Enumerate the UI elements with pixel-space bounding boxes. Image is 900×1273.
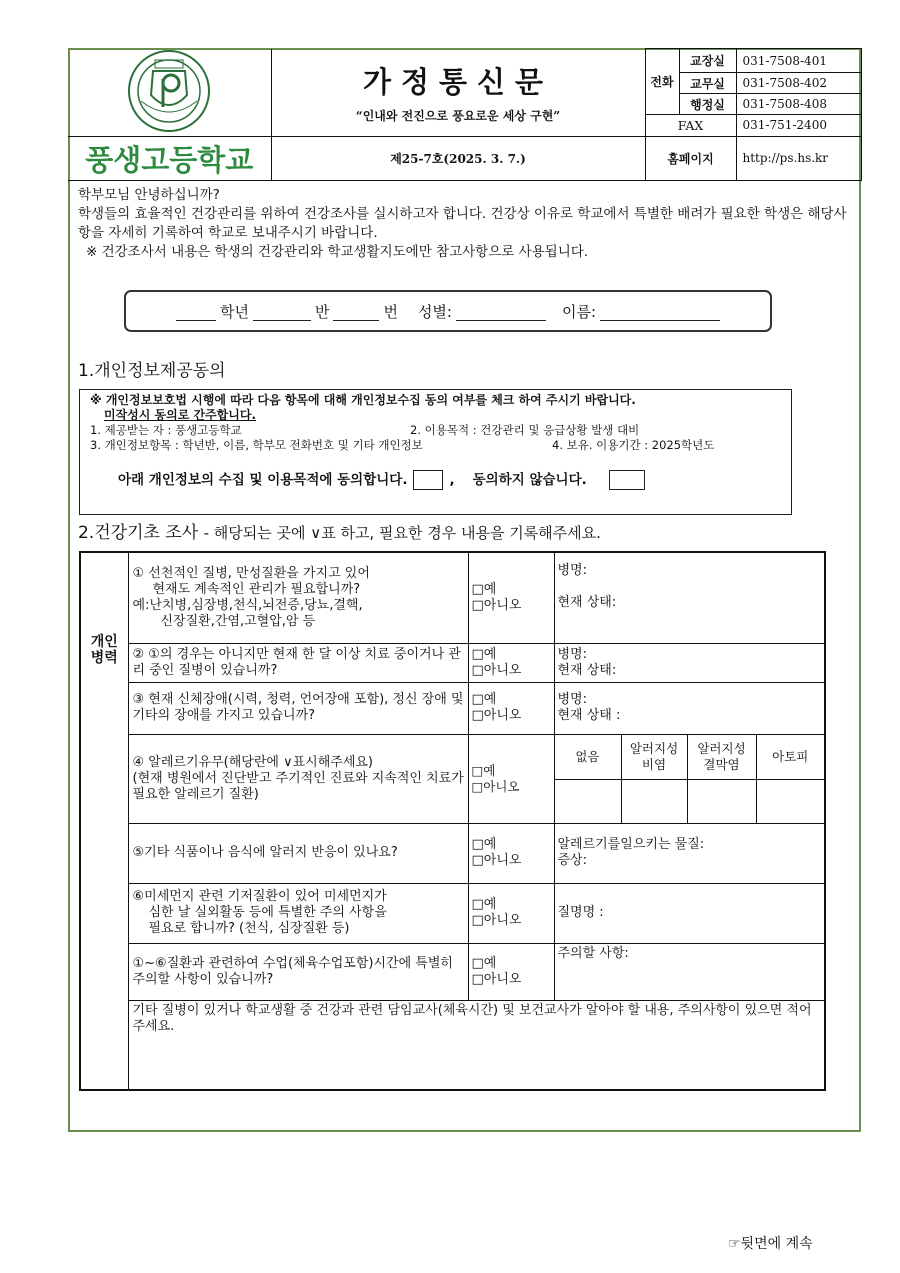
yes-checkbox[interactable]: □예 bbox=[471, 837, 497, 853]
table-row bbox=[80, 734, 825, 780]
consent-notice-default: 미작성시 동의로 간주합니다. bbox=[104, 408, 257, 422]
agree-label: 아래 개인정보의 수집 및 이용목적에 동의합니다. bbox=[118, 471, 408, 488]
question-5: ⑤기타 식품이나 음식에 알러지 반응이 있나요? bbox=[128, 823, 468, 883]
agree-checkbox[interactable] bbox=[413, 470, 443, 490]
school-motto: “인내와 전진으로 풍요로운 세상 구현” bbox=[355, 109, 561, 123]
greeting-line: 학부모님 안녕하십니까? bbox=[78, 187, 220, 203]
school-logo-cell bbox=[68, 49, 271, 137]
allergy-conjunctivitis-cell[interactable] bbox=[687, 780, 756, 823]
category-label bbox=[80, 552, 128, 1090]
consent-box bbox=[79, 389, 792, 515]
fax-label: FAX bbox=[645, 115, 736, 136]
consent-item: 4. 보유. 이용기간 : 2025학년도 bbox=[552, 438, 715, 452]
table-row bbox=[80, 552, 825, 643]
disease-label: 병명: bbox=[557, 692, 587, 708]
allergen-label: 알레르기를일으키는 물질: bbox=[557, 837, 705, 853]
table-row bbox=[80, 1001, 825, 1090]
allergy-atopy-header: 아토피 bbox=[756, 734, 825, 780]
allergy-rhinitis-cell[interactable] bbox=[621, 780, 687, 823]
consent-item: 1. 제공받는 자 : 풍생고등학교 bbox=[90, 423, 242, 437]
yes-no-options[interactable] bbox=[468, 883, 554, 943]
question-text: 필요로 합니까? (천식, 심장질환 등) bbox=[148, 921, 350, 937]
fax-number: 031-751-2400 bbox=[736, 115, 861, 136]
no-checkbox[interactable]: □아니오 bbox=[471, 972, 522, 987]
category-text: 개인병력 bbox=[90, 634, 118, 666]
disagree-label: 동의하지 않습니다. bbox=[472, 471, 587, 488]
no-checkbox[interactable]: □아니오 bbox=[471, 662, 522, 678]
answer-cell[interactable] bbox=[554, 682, 825, 734]
class-label: 반 bbox=[314, 302, 330, 321]
phone-label: 전화 bbox=[645, 49, 679, 115]
yes-checkbox[interactable]: □예 bbox=[471, 897, 497, 913]
answer-cell[interactable] bbox=[554, 883, 825, 943]
question-4 bbox=[128, 734, 468, 823]
disagree-checkbox[interactable] bbox=[609, 470, 645, 490]
consent-notice: ※ 개인정보보호법 시행에 따라 다음 항목에 대해 개인정보수집 동의 여부를 체크 하여 주시기 바랍니다. bbox=[90, 393, 636, 407]
school-emblem-icon bbox=[127, 49, 211, 133]
consent-item: 3. 개인정보항목 : 학년반, 이름, 학부모 전화번호 및 기타 개인정보 bbox=[90, 438, 423, 452]
homepage-url[interactable]: http://ps.hs.kr bbox=[736, 136, 861, 180]
question-text: 신장질환,간염,고혈압,암 등 bbox=[160, 613, 316, 629]
contact-label: 교무실 bbox=[679, 73, 736, 94]
no-checkbox[interactable]: □아니오 bbox=[471, 853, 522, 869]
status-label: 현재 상태 : bbox=[557, 708, 621, 724]
no-checkbox[interactable]: □아니오 bbox=[471, 778, 520, 794]
yes-no-options[interactable] bbox=[468, 734, 554, 823]
yes-checkbox[interactable]: □예 bbox=[471, 692, 497, 708]
answer-cell[interactable] bbox=[554, 823, 825, 883]
greeting-note: ※ 건강조사서 내용은 학생의 건강관리와 학교생활지도에만 참고사항으로 사용됩니다. bbox=[86, 244, 589, 260]
consent-item: 2. 이용목적 : 건강관리 및 응급상황 발생 대비 bbox=[410, 423, 640, 437]
homepage-label: 홈페이지 bbox=[645, 136, 736, 180]
caution-label: 주의할 사항: bbox=[557, 945, 629, 961]
table-row bbox=[80, 823, 825, 883]
class-blank[interactable] bbox=[253, 302, 311, 321]
allergy-atopy-cell[interactable] bbox=[756, 780, 825, 823]
disease-label: 병명: bbox=[557, 563, 587, 578]
answer-cell[interactable] bbox=[554, 643, 825, 682]
symptom-label: 증상: bbox=[557, 853, 587, 869]
question-6 bbox=[128, 883, 468, 943]
gender-blank[interactable] bbox=[456, 302, 546, 321]
school-name: 풍생고등학교 bbox=[85, 142, 254, 177]
yes-no-options[interactable] bbox=[468, 682, 554, 734]
section2-subtitle: - 해당되는 곳에 ∨표 하고, 필요한 경우 내용을 기록해주세요. bbox=[203, 524, 601, 542]
section2-title: 2.건강기초 조사 bbox=[78, 523, 199, 543]
question-text: 심한 날 실외활동 등에 특별한 주의 사항을 bbox=[148, 905, 387, 921]
name-label: 이름: bbox=[561, 302, 597, 321]
continue-note: ☞뒷면에 계속 bbox=[728, 1236, 813, 1252]
allergy-conjunctivitis-header: 알러지성 결막염 bbox=[687, 734, 756, 780]
student-info-box bbox=[124, 290, 772, 332]
letter-header bbox=[68, 48, 862, 181]
section2-header bbox=[78, 518, 601, 543]
yes-checkbox[interactable]: □예 bbox=[471, 762, 496, 778]
issue-number: 제25-7호(2025. 3. 7.) bbox=[271, 136, 645, 180]
title-cell bbox=[271, 49, 645, 137]
table-row bbox=[80, 943, 825, 1001]
status-label: 현재 상태: bbox=[557, 595, 617, 610]
question-text: 현재도 계속적인 관리가 필요합니까? bbox=[152, 581, 361, 597]
number-label: 번 bbox=[383, 302, 398, 321]
yes-checkbox[interactable]: □예 bbox=[471, 646, 497, 662]
yes-no-options[interactable] bbox=[468, 823, 554, 883]
yes-no-options[interactable] bbox=[468, 943, 554, 1001]
yes-checkbox[interactable]: □예 bbox=[471, 956, 497, 971]
no-checkbox[interactable]: □아니오 bbox=[471, 913, 522, 929]
question-text: 예:난치병,심장병,천식,뇌전증,당뇨,결핵, bbox=[132, 597, 363, 613]
question-text: ① 선천적인 질병, 만성질환을 가지고 있어 bbox=[132, 565, 370, 581]
table-row bbox=[80, 682, 825, 734]
other-notes-prompt: 기타 질병이 있거나 학교생활 중 건강과 관련 담임교사(체육시간) 및 보건교사가 알아야 할 내용, 주의사항이 있으면 적어주세요. bbox=[132, 1003, 812, 1035]
question-text: (현재 병원에서 진단받고 주기적인 진료와 지속적인 치료가 필요한 알레르기 질환) bbox=[132, 770, 464, 802]
question-text: ⑥미세먼지 관련 기저질환이 있어 미세먼지가 bbox=[132, 889, 387, 905]
consent-separator: , bbox=[449, 471, 455, 488]
other-notes-cell[interactable] bbox=[128, 1001, 825, 1090]
allergy-none-header: 없음 bbox=[554, 734, 621, 780]
answer-cell[interactable] bbox=[554, 552, 825, 643]
allergy-none-cell[interactable] bbox=[554, 780, 621, 823]
yes-checkbox[interactable]: □예 bbox=[471, 581, 497, 597]
answer-cell[interactable] bbox=[554, 943, 825, 1001]
question-2: ② ①의 경우는 아니지만 현재 한 달 이상 치료 중이거나 관리 중인 질병이 있습니까? bbox=[128, 643, 468, 682]
letter-title: 가정통신문 bbox=[362, 65, 554, 99]
grade-blank[interactable] bbox=[176, 302, 216, 321]
disease-name-label: 질명명 : bbox=[557, 905, 604, 921]
greeting-body: 학생들의 효율적인 건강관리를 위하여 건강조사를 실시하고자 합니다. 건강상 이유로 학교에서 특별한 배려가 필요한 학생은 해당사항을 자세히 기록하여 학교로 보내주시기 바랍니다. bbox=[78, 206, 847, 241]
number-blank[interactable] bbox=[333, 302, 379, 321]
grade-label: 학년 bbox=[219, 302, 249, 321]
status-label: 현재 상태: bbox=[557, 662, 617, 678]
contact-number: 031-7508-402 bbox=[736, 73, 861, 94]
school-name-cell bbox=[68, 136, 271, 180]
contact-number: 031-7508-408 bbox=[736, 94, 861, 115]
question-3: ③ 현재 신체장애(시력, 청력, 언어장애 포함), 정신 장애 및 기타의 장애를 가지고 있습니까? bbox=[128, 682, 468, 734]
question-1 bbox=[128, 552, 468, 643]
health-survey-table bbox=[79, 551, 826, 1091]
gender-label: 성별: bbox=[417, 302, 452, 321]
no-checkbox[interactable]: □아니오 bbox=[471, 597, 522, 613]
yes-no-options[interactable] bbox=[468, 643, 554, 682]
allergy-rhinitis-header: 알러지성 비염 bbox=[621, 734, 687, 780]
name-blank[interactable] bbox=[600, 302, 720, 321]
no-checkbox[interactable]: □아니오 bbox=[471, 708, 522, 724]
table-row bbox=[80, 643, 825, 682]
section1-title: 1.개인정보제공동의 bbox=[78, 361, 226, 381]
question-7: ①~⑥질환과 관련하여 수업(체육수업포함)시간에 특별히 주의할 사항이 있습니까? bbox=[128, 943, 468, 1001]
disease-label: 병명: bbox=[557, 646, 587, 662]
question-text: ④ 알레르기유무(해당란에 ∨표시해주세요) bbox=[132, 754, 374, 770]
greeting bbox=[78, 186, 858, 262]
contact-label: 교장실 bbox=[679, 49, 736, 73]
table-row bbox=[80, 883, 825, 943]
contact-label: 행정실 bbox=[679, 94, 736, 115]
contact-number: 031-7508-401 bbox=[736, 49, 861, 73]
yes-no-options[interactable] bbox=[468, 552, 554, 643]
